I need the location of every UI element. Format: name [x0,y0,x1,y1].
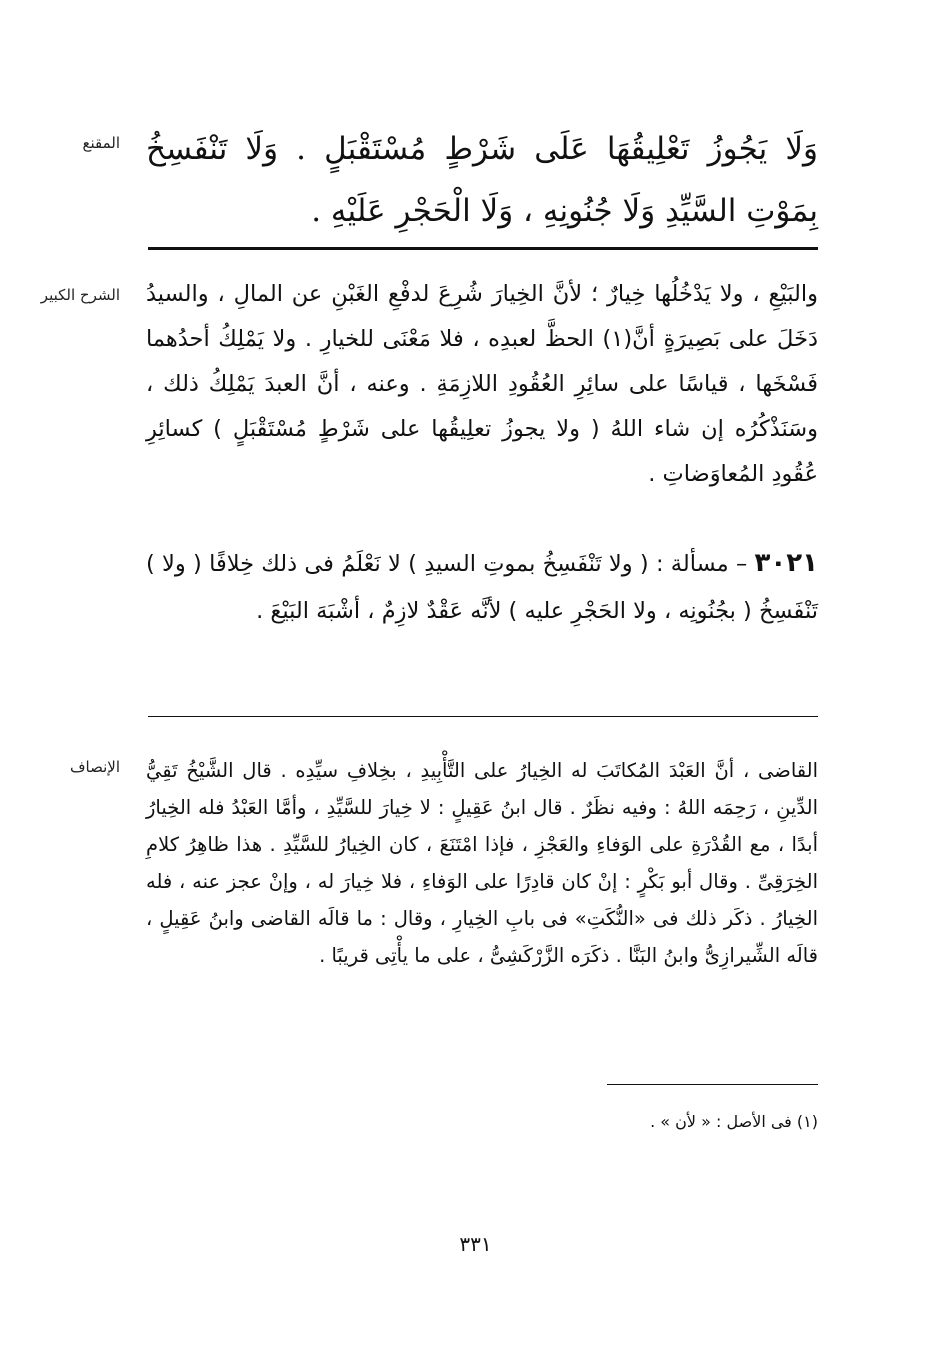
label-muqni: المقنع [82,134,120,152]
muqni-paragraph: وَلَا يَجُوزُ تَعْلِيقُهَا عَلَى شَرْطٍ مُسْتَقْبَلٍ . وَلَا تَنْفَسِخُ بِمَوْتِ السَّيِّدِ وَلَا جُنُونِهِ ، وَلَا الْحَجْرِ عَلَيْهِ . [146,131,818,229]
footnote-divider [607,1084,818,1085]
page-number: ٣٣١ [459,1232,492,1256]
sharh-text [146,272,818,497]
section-divider-thin [148,716,818,717]
label-sharh: الشرح الكبير [40,286,120,304]
masala-paragraph [146,540,818,635]
masala-text: – مسألة : ( ولا تَنْفَسِخُ بموتِ السيدِ ) لا نَعْلَمُ فى ذلك خِلافًا ( ولا ) تَنْفَسِخُ ( بجُنُونِه ، ولا الحَجْرِ عليه ) لأنَّه عَقْدٌ لازِمٌ ، أشْبَهَ البَيْعَ . [146,551,818,624]
insaf-paragraph: القاضى ، أنَّ العَبْدَ المُكاتَبَ له الخِيارُ على التَّأْبِيدِ ، بخِلافِ سيِّدِه . قال الشَّيْخُ تَقِيُّ الدِّينِ ، رَحِمَه اللهُ : وفيه نظَرٌ . قال ابنُ عَقِيلٍ : لا خِيارَ للسَّيِّدِ ، وأمَّا العَبْدُ فله الخِيارُ أبدًا ، مع القُدْرَةِ على الوَفاءِ والعَجْزِ ، فإذا امْتَنَعَ ، كان الخِيارُ للسَّيِّدِ . هذا ظاهِرُ كلامِ الخِرَقِىِّ . وقال أبو بَكْرٍ : إنْ كان قادِرًا على الوَفاءِ ، فلا خِيارَ له ، وإنْ عجز عنه ، فله الخِيارُ . ذكَر ذلك فى «النُّكَتِ» فى بابِ الخِيارِ ، وقال : ما قالَه القاضى وابنُ عَقِيلٍ ، قالَه الشِّيرازِىُّ وابنُ البَنَّا . ذكَرَه الزَّرْكَشِىُّ ، على ما يأْتِى قريبًا . [146,759,818,967]
masala-block [146,540,818,635]
insaf-text [146,752,818,974]
section-divider-thick [148,247,818,250]
label-insaf: الإنصاف [69,758,120,776]
footnote: (١) فى الأصل : « لأن » . [650,1112,818,1131]
muqni-text [146,118,818,242]
masala-number: ٣٠٢١ [754,548,818,578]
sharh-paragraph: والبَيْعِ ، ولا يَدْخُلُها خِيارٌ ؛ لأنَّ الخِيارَ شُرِعَ لدفْعِ الغَبْنِ عن المالِ ، والسيدُ دَخَلَ على بَصِيرَةٍ أنَّ(١) الحظَّ لعبدِه ، فلا مَعْنَى للخيارِ . ولا يَمْلِكُ أحدُهما فَسْخَها ، قياسًا على سائِرِ العُقُودِ اللازِمَةِ . وعنه ، أنَّ العبدَ يَمْلِكُ ذلك ، وسَنَذْكُرُه إن شاء اللهُ ( ولا يجوزُ تعلِيقُها على شَرْطٍ مُسْتَقْبَلٍ ) كسائِرِ عُقُودِ المُعاوَضاتِ . [146,281,818,487]
